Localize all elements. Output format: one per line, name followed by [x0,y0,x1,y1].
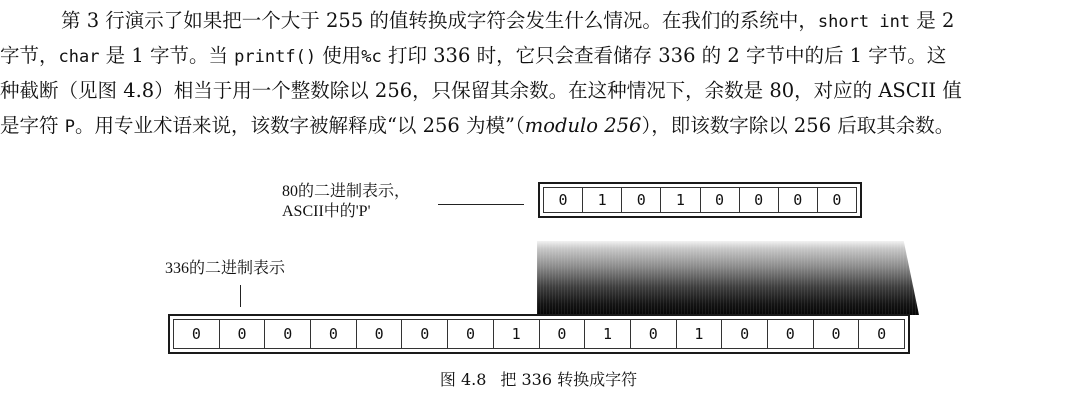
bit-cell-336: 0 [356,319,403,349]
bit-cell-80: 1 [660,187,700,213]
bit-cell-336: 1 [493,319,540,349]
leader-line-80 [438,204,524,205]
bit-cell-336: 0 [219,319,266,349]
inline-code: printf() [234,47,317,67]
text-segment: 是字符 [0,114,65,137]
bits-80-row [538,182,862,218]
label-80-binary [282,182,410,222]
inline-code: P [64,117,75,137]
paragraph-line [0,38,1077,73]
bit-cell-336: 0 [767,319,814,349]
inline-code: %c [361,47,382,67]
inline-code: char [58,47,100,67]
bit-cell-80: 0 [543,187,583,213]
bit-cell-336: 0 [630,319,677,349]
text-segment: 。用专业术语来说，该数字被解释成“以 256 为模”（ [74,114,525,137]
bit-cell-336: 1 [584,319,631,349]
text-segment: 是 2 [910,9,955,32]
bit-cell-336: 0 [813,319,860,349]
text-segment: 是 1 字节。当 [99,44,235,67]
bit-cell-80: 1 [582,187,622,213]
bit-cell-336: 0 [310,319,357,349]
bit-cell-336: 1 [676,319,723,349]
bit-cell-336: 0 [858,319,905,349]
bits-336-row [168,314,910,354]
figure-caption [0,369,1077,391]
bit-cell-336: 0 [721,319,768,349]
bit-cell-336: 0 [264,319,311,349]
paragraph-line [0,73,1077,108]
text-segment: ），即该数字除以 256 后取其余数。 [641,114,955,137]
italic-term: modulo 256 [524,114,642,137]
label-80-line2: ASCII中的'P' [282,203,371,220]
caption-text: 把 336 转换成字符 [500,370,638,389]
text-segment: 种截断（见图 4.8）相当于用一个整数除以 256，只保留其余数。在这种情况下，余数是 80，对应的 ASCII 值 [0,79,962,102]
bit-cell-336: 0 [173,319,220,349]
caption-number: 图 4.8 [439,370,487,389]
text-segment: 字节， [0,44,59,67]
text-segment: 第 3 行演示了如果把一个大于 255 的值转换成字符会发生什么情况。在我们的系统中， [61,9,818,32]
label-80-line1: 80的二进制表示， [282,183,411,200]
text-segment: 使用 [316,44,362,67]
bit-cell-80: 0 [700,187,740,213]
leader-line-336 [240,285,241,307]
paragraph-line [0,3,1077,38]
bit-cell-80: 0 [817,187,857,213]
label-336-binary: 336的二进制表示 [165,260,286,277]
bit-cell-336: 0 [539,319,586,349]
bit-cell-80: 0 [778,187,818,213]
bit-cell-80: 0 [621,187,661,213]
byte-projection-shading [537,241,919,315]
paragraph-line [0,108,1077,143]
body-paragraph [0,3,1077,143]
bit-cell-80: 0 [739,187,779,213]
bit-cell-336: 0 [401,319,448,349]
text-segment: 打印 336 时，它只会查看储存 336 的 2 字节中的后 1 字节。这 [381,44,947,67]
bit-cell-336: 0 [447,319,494,349]
inline-code: short int [817,12,911,32]
